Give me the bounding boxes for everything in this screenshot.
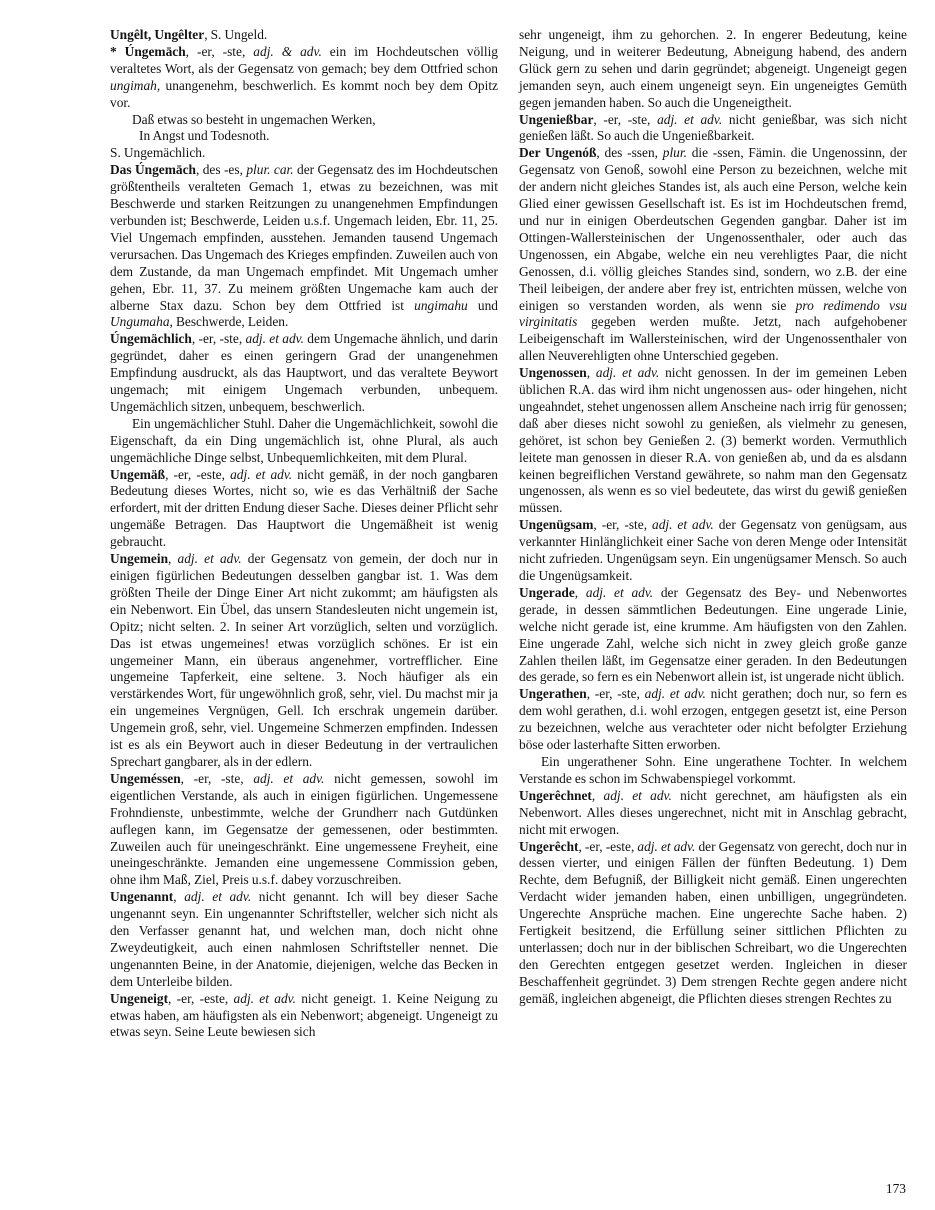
italic-text: adj. et adv. [177,551,242,567]
body-text: S. Ungemächlich. [110,145,206,161]
headword: * Úngemāch [110,43,186,59]
body-text: , -er, -ste, [180,770,254,786]
column-left [110,27,498,1041]
headword: Ungenossen [519,365,587,381]
headword: Ungemäß [110,466,166,482]
entry-ungerecht [519,839,907,1008]
body-text: sehr ungeneigt, ihm zu gehorchen. 2. In engerer Bedeutung, keine Neigung, und in weiterer Bedeutung, Abneigung habend, des andern Glück gern zu sehen und darin gegründet; abgeneigt. Ungeneigt gegen jemanden seyn, auch einem ungeneigt seyn. Ein ungeneigtes Gemüth gegen jemanden haben. So auch die Ungeneigtheit. [519,27,907,110]
headword: Ungerêchnet [519,787,592,803]
entry-ungeneigt-continuation [519,27,907,112]
body-text: , -er, -ste, [586,686,645,702]
body-text: nicht genossen. In der im gemeinen Leben üblichen R.A. das wird ihm nicht ungenossen aus- oder hingehen, nicht ungeahndet, stehet ungenossen allem Anscheine nach irrig für genossen; daß aber dieses nicht sowohl zu genießen, als vielmehr zu genesen, gehöret, ist schon bey Genießen 2. (3) bemerkt worden. Vermuthlich leitete man genossen in dieser R.A. von genießen ab, und da es alsdann keinen begreiflichen Verstand gewährete, so nahm man den Gegensatz ungenossen, als wenn es so viel bedeutete, das wirst du gewiß genießen müssen. [519,365,907,516]
body-text: , S. Ungeld. [204,27,268,42]
body-text: nicht gemessen, sowohl im eigentlichen Verstande, als auch in einigen figürlichen. Ungemessene Frohndienste, unbestimmte, welche der Grundherr nach Gutdünken auflegen kann, im Gegensatze der gemessenen, oder bestimmten. Zuweilen auch für uneingeschränkt. Eine ungemessene Freyheit, eine uneingeschränkte. Jemanden eine ungemessene Commission geben, ohne ihm Maß, Ziel, Preis u.s.f. dabey vorzuschreiben. [110,770,498,888]
body-text: , -er, -este, [578,838,638,854]
headword: Ungeneigt [110,990,169,1006]
headword: Ungerêcht [519,838,579,854]
italic-text: adj. et adv. [585,584,654,600]
italic-text: adj. et adv. [603,787,672,803]
body-text: In Angst und Todesnoth. [139,128,270,144]
italic-text: adj. et adv. [644,686,706,702]
entry-ungenannt [110,889,498,990]
italic-text: Ungumaha, [110,314,173,330]
headword: Ungêlt, Ungêlter [110,27,205,42]
body-text: der Gegensatz von gemein, der doch nur in einigen figürlichen Bedeutungen desselben gangbar ist. 1. Was dem größten Theile der Dinge Einer Art nicht zukommt; am häufigsten als ein Nebenwort. Ein Übel, das unsern Standesleuten nicht ungemein ist, Opitz; nicht selten. 2. In seiner Art vorzüglich, selten und vorzüglich. Das ist etwas ungemeines! etwas vorzüglich schönes. Er ist ein ungemeiner Mann, ein überaus angenehmer, vortrefflicher. Eine ungemeine Tapferkeit, eine seltene. 3. Noch häufiger als ein verstärkendes Wort, für ungewöhnlich groß, sehr, viel. Du machst mir ja ein ungemeines Vergnügen, Gell. Ich erschrak ungemein darüber. Ungemein groß, sehr, viel. Ungemeine Schmerzen empfinden. Indessen ist es als ein Beywort auch in dieser Bedeutung in der vertraulichen Sprechart gangbarer, als in der edlern. [110,551,498,769]
body-text: , -er, -este, [165,466,231,482]
body-text: nicht gemäß, in der noch gangbaren Bedeutung dieses Wortes, nicht so, wie es das Verhältniß der Sache erfordert, mit der dritten Endung dieser Sache. Dieses deiner Pflicht sehr ungemäße Betragen. Das Hauptwort die Ungemäßheit ist wenig gebraucht. [110,466,498,550]
verse-line [132,112,498,129]
headword: Der Ungenóß [519,145,597,161]
entry-ungeneigt [110,991,498,1042]
entry-ungerade [519,585,907,686]
cross-reference [110,145,498,162]
body-text: Beschwerde, Leiden. [172,314,289,330]
verse-line [139,128,498,145]
body-text: , -er, -ste, [593,111,658,127]
body-text: , [168,551,178,567]
entry-ungenossen [519,365,907,517]
italic-text: adj. et adv. [253,770,325,786]
body-text: dem Ungemache ähnlich, und darin gegründet, daher es einen geringern Grad der unangenehmen Empfindung ausdruckt, als das Hauptwort, und das veraltete Beywort ungemach; mit einigem Ungemach verbunden, unbequem. Ungemächlich sitzen, unbequem, beschwerlich. [110,331,498,414]
entry-der-ungenoss [519,145,907,365]
column-right [519,27,907,1041]
body-text: nicht geneigt. 1. Keine Neigung zu etwas haben, am häufigsten als ein Nebenwort; abgeneigt. Ungeneigt zu etwas seyn. Seine Leute bewiesen sich [110,990,498,1040]
entry-continuation [519,754,907,788]
body-text: , -er, -ste, [191,331,246,347]
italic-text: adj. et adv. [595,365,660,381]
entry-ungerechnet [519,788,907,839]
italic-text: adj. et adv. [637,838,696,854]
headword: Ungeméssen [110,770,181,786]
body-text: die -ssen, Fämin. die Ungenossinn, der Gegensatz von Genoß, sowohl eine Person zu bezeichnen, welche mit der andern nicht gleiches Standes ist, als auch eine Person, welche kein Glied einer gewissen Gesellschaft ist. Es ist im Hochdeutschen fremd, und nur in einigen Oberdeutschen Gegenden gangbar. Daher ist im Ottingen-Wallersteinischen der Ungenossenthaler, oder auch das Ungenossen, ein Abgabe, welche ein neu verehligtes Paar, die nicht Genossen, d.i. völlig gleiches Standes sind, sondern, wo z.B. der eine Theil leibeigen, der andere aber frey ist, entrichten müssen, welche von einigen so verstanden worden, als wenn sie [519,145,907,313]
entry-ungerathen [519,686,907,754]
italic-text: adj. et adv. [230,466,293,482]
body-text: gegeben werden mußte. Jetzt, nach aufgehobener Leibeigenschaft im Wallersteinischen, wird der Ungenossenthaler von allen Neuverehligten ohne Unterschied gegeben. [519,314,907,364]
page-number: 173 [885,1181,906,1196]
entry-ungelt [110,27,498,44]
italic-text: adj. et adv. [652,517,714,533]
italic-text: adj. et adv. [184,889,252,905]
body-text: und [467,297,498,313]
body-text: Ein ungemächlicher Stuhl. Daher die Ungemächlichkeit, sowohl die Eigenschaft, da ein Ding ungemächlich ist, ohne Plural, als auch ungemächliche Dinge selbst, Unbequemlichkeiten, mit dem Plural. [110,415,498,465]
italic-text: adj. et adv. [657,111,723,127]
body-text: , -er, -ste, [593,517,653,533]
body-text: nicht gerathen; doch nur, so fern es dem wohl gerathen, d.i. wohl erzogen, entgegen gesetzt ist, eine Person zu bezeichnen, welche aus verachteter oder nicht befolgter Erziehung böse oder lasterhafte Sitten erworben. [519,686,907,753]
body-text: , des -ssen, [596,145,663,161]
body-text: , [173,889,185,905]
italic-text: pro redimendo vsu virginitatis [519,297,907,330]
entry-continuation [110,416,498,467]
body-text: , des -es, [195,162,247,178]
headword: Ungerathen [519,686,587,702]
headword: Úngemächlich [110,331,192,347]
body-text: der Gegensatz von gerecht, doch nur in dessen vierter, und einigen Fällen der fünften Bedeutung. 1) Dem Rechte, dem Befugniß, der Billigkeit nicht gemäß. Einen ungerechten Verdacht wider jemanden haben, einen unbilligen, ungegründeten. Ungerechte Ansprüche machen. Eine ungerechte Sache haben. 2) Fertigkeit besitzend, die Erfüllung seiner sittlichen Pflichten zu unterlassen; doch nur in der biblischen Schreibart, wo die Ungerechten den Gerechten entgegen gesetzet werden. Ingleichen in dieser Beschaffenheit gegründet. 3) Dem strengen Rechte gegen andere nicht gemäß, ingleichen abgeneigt, die Pflichten dieses strengen Rechtes zu [519,838,907,1006]
italic-text: plur. car. [246,162,294,178]
entry-das-ungemach [110,162,498,331]
body-text: , [591,787,604,803]
italic-text: plur. [662,145,687,161]
body-text: , [574,584,586,600]
body-text: Daß etwas so besteht in ungemachen Werken, [132,111,376,127]
italic-text: adj. et adv. [233,990,296,1006]
body-text: , [586,365,596,381]
headword: Ungemein [110,551,169,567]
headword: Ungerade [519,584,575,600]
headword: Ungenügsam [519,517,594,533]
body-text: der Gegensatz von genügsam, aus verkannter Hinlänglichkeit einer Sache von deren Menge oder Intensität nicht zufrieden. Ungenügsam seyn. Ein ungenügsamer Mensch. So auch die Ungenügsamkeit. [519,517,907,583]
text-columns [110,27,907,1041]
headword: Ungenannt [110,889,174,905]
body-text: ein im Hochdeutschen völlig veraltetes Wort, als der Gegensatz von gemach; bey dem Ottfried schon [110,43,498,76]
headword: Ungenießbar [519,111,594,127]
body-text: der Gegensatz des im Hochdeutschen größtentheils veralteten Gemach 1, etwas zu bezeichnen, was mit Beschwerde und starken Reitzungen zu unangenehmen Empfindungen verbunden ist; Beschwerde, Leiden u.s.f. Ungemach leiden, Ebr. 11, 25. Viel Ungemach empfinden, ausstehen. Jemanden tausend Ungemach verursachen. Das Ungemach des Krieges empfinden. Zuweilen auch von dem Zustande, da man Ungemach empfindet. Mit Ungemach umher gehen, Ebr. 11, 37. Zu meinem größten Ungemache kam auch der alberne Stax dazu. Schon bey dem Ottfried ist [110,162,498,313]
body-text: der Gegensatz des Bey- und Nebenwortes gerade, in dessen sämmtlichen Bedeutungen. Eine ungerade Linie, welche nicht gerade ist, eine krumme. Am häufigsten von den Zahlen. Eine ungerade Zahl, welche sich nicht in zwey gleich große ganze Zahlen theilen läßt, im Gegensatze einer geraden. In den Bedeutungen des gerade, so fern es ein Nebenwort allein ist, ist ungerade nicht üblich. [519,584,907,685]
body-text: , -er, -ste, [185,43,254,59]
entry-ungenuegsam [519,517,907,585]
entry-ungemein [110,551,498,771]
entry-ungemaechlich [110,331,498,416]
headword: Das Úngemāch [110,162,196,178]
italic-text: adj. et adv. [245,331,304,347]
italic-text: adj. & adv. [253,43,322,59]
italic-text: ungimah, [110,77,161,93]
body-text: Ein ungerathener Sohn. Eine ungerathene Tochter. In welchem Verstande es schon im Schwabenspiegel vorkommt. [519,753,907,786]
italic-text: ungimahu [414,297,468,313]
body-text: unangenehm, beschwerlich. Es kommt noch bey dem Opitz vor. [110,77,498,110]
entry-ungeniessbar [519,112,907,146]
body-text: , -er, -este, [168,990,234,1006]
entry-ungemaess [110,467,498,552]
body-text: nicht gerechnet, am häufigsten als ein Nebenwort. Alles dieses ungerechnet, nicht mit in Anschlag gebracht, nicht mit erwogen. [519,787,907,837]
entry-ungemach-adj [110,44,498,112]
body-text: nicht genießbar, was sich nicht genießen läßt. So auch die Ungenießbarkeit. [519,111,907,144]
entry-ungemessen [110,771,498,889]
body-text: nicht genannt. Ich will bey dieser Sache ungenannt seyn. Ein ungenannter Schriftsteller, welcher sich nicht als den Verfasser genannt hat, und welchen man, doch nicht ohne Zweydeutigkeit, auch einen nahmlosen Schriftsteller nennet. Die ungenannten Beine, in der Anatomie, diejenigen, welche das Becken in dem Unterleibe bilden. [110,889,498,989]
